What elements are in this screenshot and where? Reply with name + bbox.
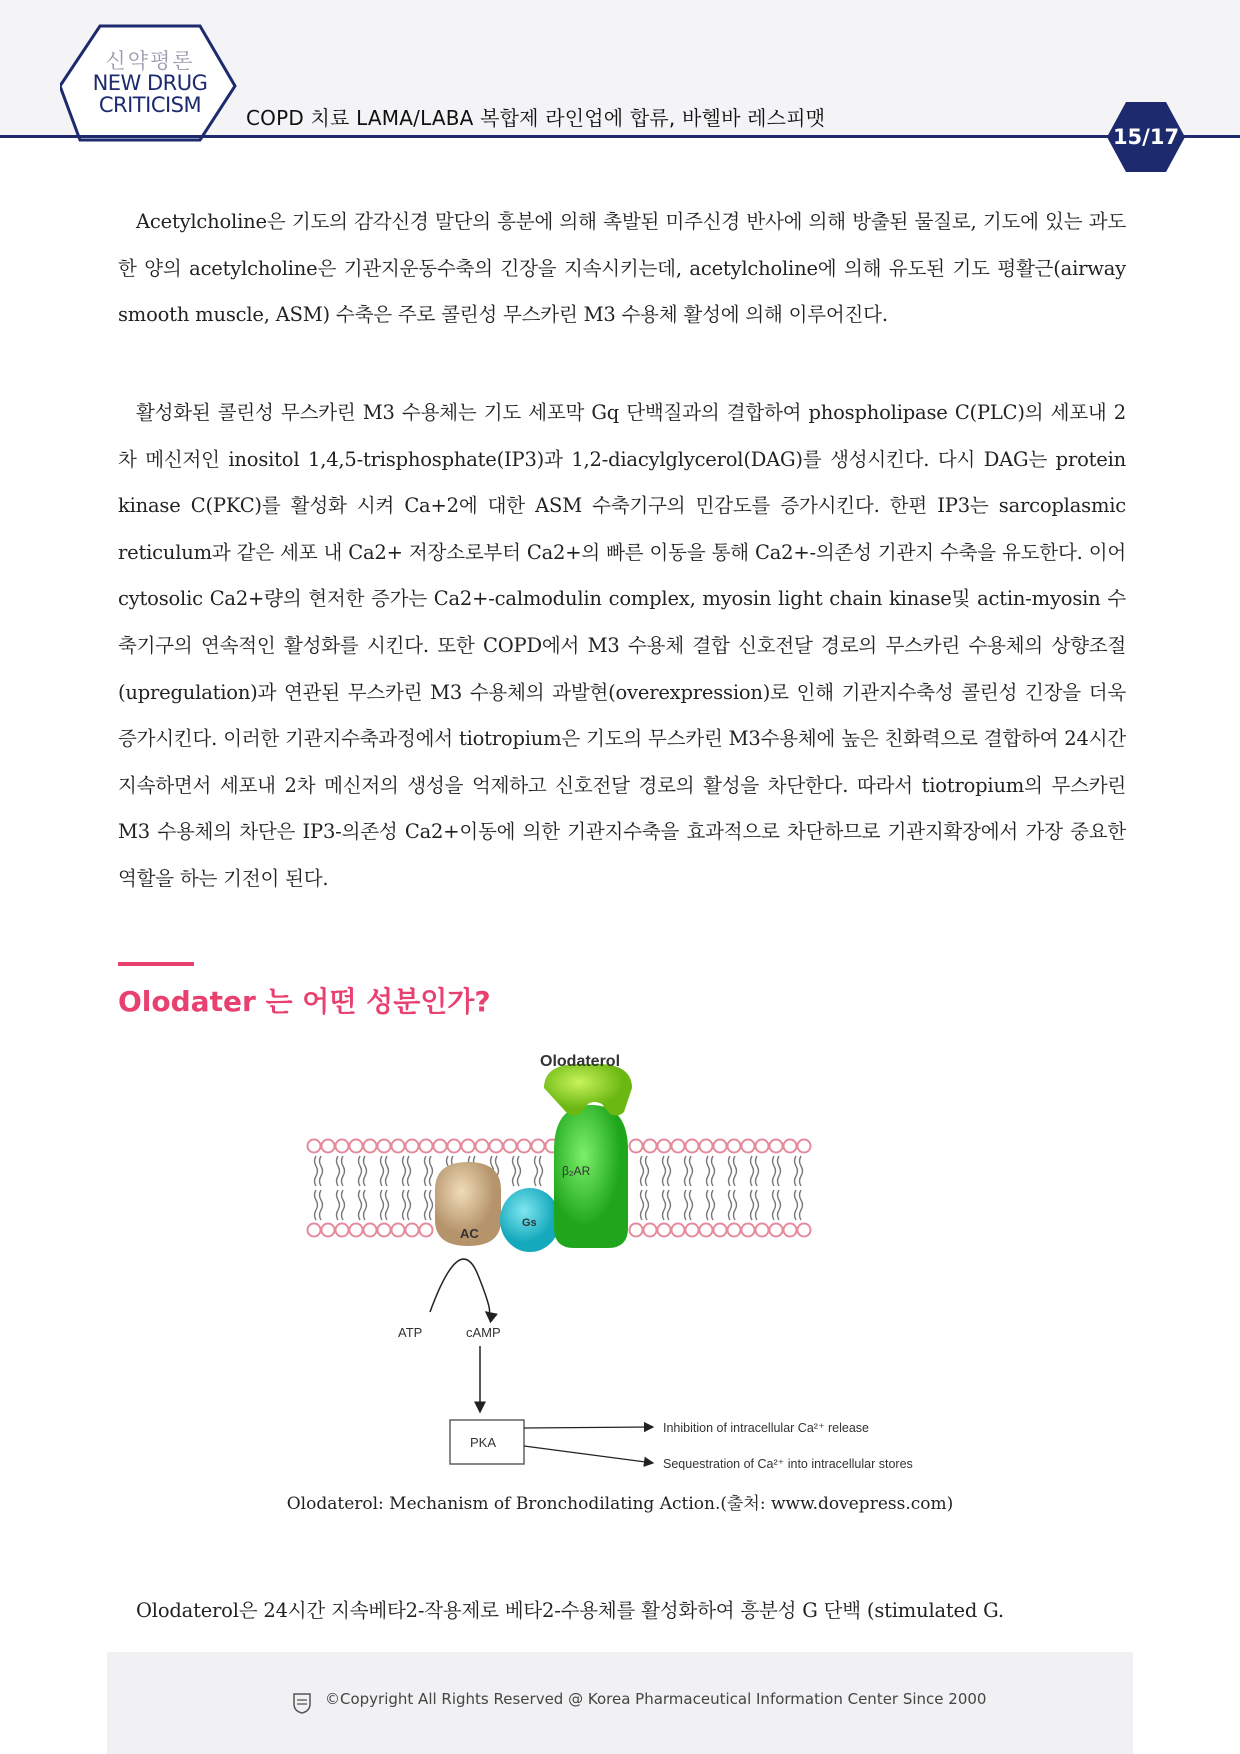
logo-english-line1: NEW DRUG: [92, 71, 208, 96]
atp-label: ATP: [398, 1325, 423, 1340]
emblem-icon: [292, 1692, 312, 1714]
receptor-label: β₂AR: [562, 1164, 591, 1178]
document-title: COPD 치료 LAMA/LABA 복합제 라인업에 합류, 바헬바 레스피맷: [246, 106, 826, 130]
olodaterol-ligand-shape: [540, 1053, 632, 1116]
mechanism-diagram: [300, 1050, 960, 1470]
paragraph-m3-receptor-text: 활성화된 콜린성 무스카린 M3 수용체는 기도 세포막 Gq 단백질과의 결합하여 phospholipase C(PLC)의 세포내 2차 메신저인 inositol 1,4,5-trisphosphate(IP3)과 1,2-diacylglycerol(DAG)를 생성시킨다. 다시 DAG는 protein kinase C(PKC)를 활성화 시켜 Ca+2에 대한 ASM 수축기구의 민감도를 증가시킨다. 한편 IP3는 sarcoplasmic reticulum과 같은 세포 내 Ca2+ 저장소로부터 Ca2+의 빠른 이동을 통해 Ca2+-의존성 기관지 수축을 유도한다. 이어 cytosolic Ca2+량의 현저한 증가는 Ca2+-calmodulin complex, myosin light chain kinase및 actin-myosin 수축기구의 연속적인 활성화를 시킨다. 또한 COPD에서 M3 수용체 결합 신호전달 경로의 무스카린 수용체의 상향조절(upregulation)과 연관된 무스카린 M3 수용체의 과발현(overexpression)로 인해 기관지수축성 콜린성 긴장을 더욱 증가시킨다. 이러한 기관지수축과정에서 tiotropium은 기도의 무스카린 M3수용체에 높은 친화력으로 결합하여 24시간 지속하면서 세포내 2차 메신저의 생성을 억제하고 신호전달 경로의 활성을 차단한다. 따라서 tiotropium의 무스카린 M3 수용체의 차단은 IP3-의존성 Ca2+이동에 의한 기관지수축을 효과적으로 차단하므로 기관지확장에서 가장 중요한 역할을 하는 기전이 된다.: [118, 401, 1126, 890]
logo: [90, 50, 210, 116]
logo-korean: 신약평론: [105, 49, 195, 73]
beta2-receptor-shape: [554, 1105, 628, 1248]
paragraph-acetylcholine: [118, 199, 1126, 339]
drug-label: Olodaterol: [540, 1053, 621, 1070]
camp-label: cAMP: [466, 1325, 501, 1340]
adenylyl-cyclase-shape: [435, 1162, 501, 1246]
effect1-arrow: [524, 1427, 653, 1428]
effect1-label: Inhibition of intracellular Ca²⁺ release: [663, 1421, 870, 1435]
section-title: Olodater 는 어떤 성분인가?: [118, 985, 491, 1018]
gs-protein-shape: [500, 1188, 560, 1252]
effect2-arrow: [524, 1446, 653, 1463]
ac-label: AC: [460, 1226, 479, 1241]
effect2-label: Sequestration of Ca²⁺ into intracellular stores: [663, 1457, 913, 1470]
paragraph-olodaterol-text: Olodaterol은 24시간 지속베타2-작용제로 베타2-수용체를 활성화하여 흥분성 G 단백 (stimulated G.: [136, 1599, 1004, 1622]
paragraph-olodaterol: [118, 1588, 1126, 1635]
paragraph-acetylcholine-text: Acetylcholine은 기도의 감각신경 말단의 흥분에 의해 촉발된 미주신경 반사에 의해 방출된 물질로, 기도에 있는 과도한 양의 acetylcholine은 기관지운동수축의 긴장을 지속시키는데, acetylcholine에 의해 유도된 기도 평활근(airway smooth muscle, ASM) 수축은 주로 콜린성 무스카린 M3 수용체 활성에 의해 이루어진다.: [118, 210, 1126, 327]
section-accent-bar: [118, 962, 194, 966]
copyright-text: ©Copyright All Rights Reserved @ Korea Pharmaceutical Information Center Since 2000: [325, 1690, 987, 1708]
paragraph-m3-receptor: [118, 390, 1126, 903]
logo-english-line2: CRITICISM: [98, 93, 202, 118]
page-number: 15/17: [1112, 125, 1180, 149]
gs-label: Gs: [522, 1217, 537, 1229]
pka-label: PKA: [470, 1435, 497, 1450]
atp-camp-arrow: [430, 1259, 490, 1313]
figure-caption: Olodaterol: Mechanism of Bronchodilating Action.(출처: www.dovepress.com): [286, 1494, 954, 1514]
header-rule: [0, 135, 1240, 138]
